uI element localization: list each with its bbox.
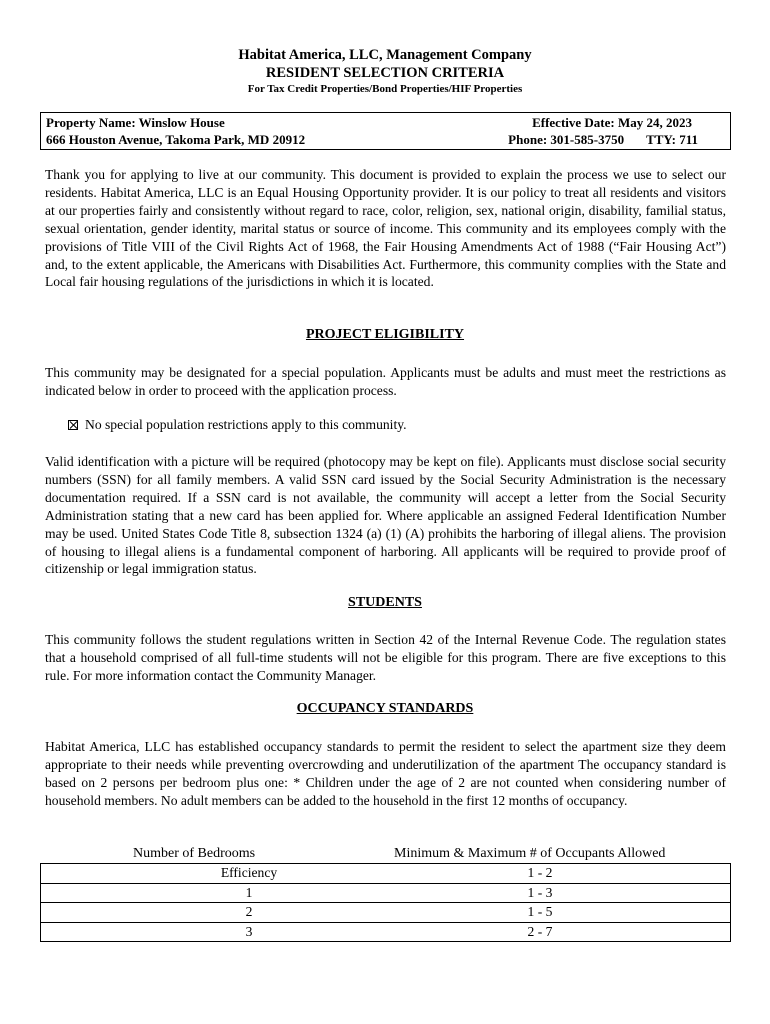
bedrooms-cell: 2 xyxy=(245,904,253,919)
identification-paragraph: Valid identification with a picture will be required (photocopy may be kept on file). Applicants must disclose social security numbers (SSN) for all family members. A valid SSN card issued by the Social Security Administration is the necessary documentation required. If a SSN card is not available, the community will accept a letter from the Social Security Administration stating that a new card has been applied for. Where applicable an assigned Federal Identification Number may be used. United States Code Title 8, subsection 1324 (a) (1) (A) prohibits the harboring of illegal aliens. The provision of housing to illegal aliens is a fundamental component of harboring. All applicants will be required to provide proof of citizenship or legal immigration status. xyxy=(45,454,726,577)
occupancy-table xyxy=(40,863,731,942)
table-row xyxy=(41,922,730,942)
students-heading: STUDENTS xyxy=(348,595,422,610)
occupants-cell: 1 - 2 xyxy=(527,865,553,880)
table-row xyxy=(41,864,730,883)
table-row xyxy=(41,883,730,903)
property-name: Property Name: Winslow House xyxy=(46,115,225,130)
bedrooms-cell: Efficiency xyxy=(220,865,278,880)
contact-line xyxy=(508,132,698,148)
bedrooms-cell: 1 xyxy=(245,884,253,900)
occupants-cell: 2 - 7 xyxy=(527,923,553,939)
occupants-column-header: Minimum & Maximum # of Occupants Allowed xyxy=(394,846,666,861)
checked-checkbox-icon[interactable] xyxy=(68,420,78,430)
project-eligibility-heading: PROJECT ELIGIBILITY xyxy=(305,327,465,342)
students-paragraph: This community follows the student regulations written in Section 42 of the Internal Revenue Code. The regulation states that a household comprised of all full-time students will not be eligible for this program. There are five exceptions to this rule. For more information contact the Community Manager. xyxy=(45,632,726,683)
occupancy-paragraph: Habitat America, LLC has established occupancy standards to permit the resident to select the apartment size they deem appropriate to their needs while preventing overcrowding and underutilization of the apartment The occupancy standard is based on 2 persons per bedroom plus one: * Children under the age of 2 are not counted when considering number of household members. No adult members can be added to the household in the first 12 months of occupancy. xyxy=(45,739,726,808)
property-info-box xyxy=(40,112,731,150)
special-population-label: No special population restrictions apply to this community. xyxy=(85,417,407,432)
table-row xyxy=(41,902,730,922)
property-address: 666 Houston Avenue, Takoma Park, MD 20912 xyxy=(46,132,306,147)
bedrooms-cell: 3 xyxy=(245,923,253,939)
occupants-cell: 1 - 3 xyxy=(527,884,553,900)
bedrooms-column-header: Number of Bedrooms xyxy=(133,846,256,861)
document-title: RESIDENT SELECTION CRITERIA xyxy=(265,65,505,81)
effective-date: Effective Date: May 24, 2023 xyxy=(532,115,692,130)
occupants-cell: 1 - 5 xyxy=(527,904,553,919)
eligibility-paragraph: This community may be designated for a special population. Applicants must be adults and must meet the restrictions as indicated below in order to proceed with the application process. xyxy=(45,365,726,398)
occupancy-standards-heading: OCCUPANCY STANDARDS xyxy=(296,701,474,716)
company-heading: Habitat America, LLC, Management Company xyxy=(238,47,532,63)
special-population-option xyxy=(68,417,407,433)
phone-number: Phone: 301-585-3750 xyxy=(508,132,625,147)
intro-paragraph: Thank you for applying to live at our community. This document is provided to explain the process we use to select our residents. Habitat America, LLC is an Equal Housing Opportunity provider. It is our policy to treat all residents and visitors at our properties fairly and consistently without regard to race, color, religion, sex, national origin, disability, familial status, sexual orientation, gender identity, marital status or source of income. This community and its employees comply with the provisions of Title VIII of the Civil Rights Act of 1968, the Fair Housing Amendments Act of 1988 (“Fair Housing Act”) and, to the extent applicable, the Americans with Disabilities Act. Furthermore, this community complies with the State and Local fair housing regulations of the jurisdictions in which it is located. xyxy=(45,167,726,290)
tty-number: TTY: 711 xyxy=(646,132,698,147)
document-subtitle: For Tax Credit Properties/Bond Properties/HIF Properties xyxy=(247,83,523,95)
